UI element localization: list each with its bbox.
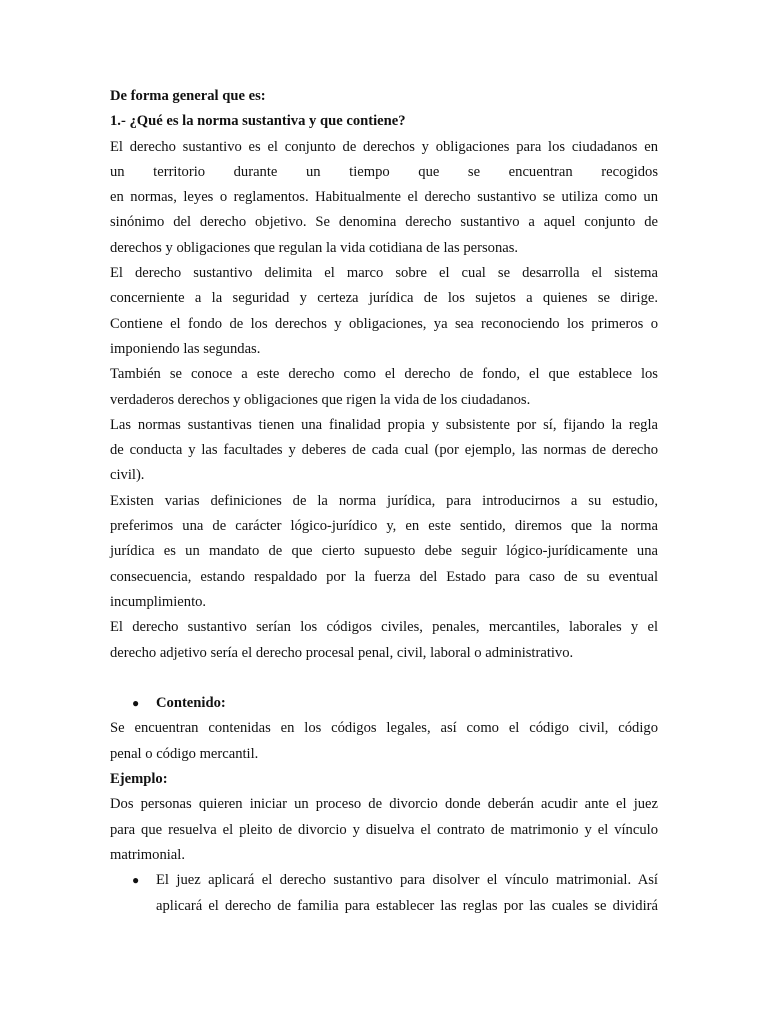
paragraph-line: imponiendo las segundas. xyxy=(110,340,261,357)
bullet-text: El juez aplicará el derecho sustantivo para disolver el vínculo matrimonial. Así xyxy=(156,872,658,889)
paragraph-line: consecuencia, estando respaldado por la fuerza del Estado para caso de su eventual xyxy=(110,568,658,585)
paragraph-line: matrimonial. xyxy=(110,846,185,863)
heading-general: De forma general que es: xyxy=(110,88,266,104)
paragraph-line: incumplimiento. xyxy=(110,593,207,610)
ejemplo-bullet-item xyxy=(110,868,658,893)
paragraph-line: jurídica es un mandato de que cierto supuesto debe seguir lógico-jurídicamente una xyxy=(110,543,658,560)
paragraph-line: verdaderos derechos y obligaciones que rigen la vida de los ciudadanos. xyxy=(110,391,531,408)
paragraph-line: concerniente a la seguridad y certeza jurídica de los sujetos a quienes se dirige. xyxy=(110,290,658,307)
ejemplo-heading: Ejemplo: xyxy=(110,771,168,788)
paragraph-line: en normas, leyes o reglamentos. Habitualmente el derecho sustantivo se utiliza como un xyxy=(110,189,658,206)
bullet-continuation-line: aplicará el derecho de familia para establecer las reglas por las cuales se dividirá xyxy=(156,897,658,914)
paragraph-line: un territorio durante un tiempo que se encuentran recogidos xyxy=(110,163,658,180)
bullet-icon: ● xyxy=(132,873,140,888)
contenido-bullet-heading xyxy=(110,691,658,716)
bullet-icon: ● xyxy=(132,696,140,711)
paragraph-line: Se encuentran contenidas en los códigos legales, así como el código civil, código xyxy=(110,720,658,737)
paragraph-line: El derecho sustantivo delimita el marco sobre el cual se desarrolla el sistema xyxy=(110,265,658,282)
paragraph-line: preferimos una de carácter lógico-jurídico y, en este sentido, diremos que la norma xyxy=(110,518,658,535)
paragraph-line: penal o código mercantil. xyxy=(110,745,259,762)
paragraph-line: para que resuelva el pleito de divorcio y disuelva el contrato de matrimonio y el vínculo xyxy=(110,821,658,838)
question-heading: 1.- ¿Qué es la norma sustantiva y que contiene? xyxy=(110,113,406,130)
blank-line xyxy=(110,666,658,691)
paragraph-line: El derecho sustantivo serían los códigos civiles, penales, mercantiles, laborales y el xyxy=(110,619,658,636)
document-page xyxy=(110,84,658,919)
paragraph-line: Existen varias definiciones de la norma jurídica, para introducirnos a su estudio, xyxy=(110,492,658,509)
paragraph-line: Contiene el fondo de los derechos y obligaciones, ya sea reconociendo los primeros o xyxy=(110,315,658,332)
paragraph-line: Dos personas quieren iniciar un proceso de divorcio donde deberán acudir ante el juez xyxy=(110,796,658,813)
paragraph-line: derechos y obligaciones que regulan la vida cotidiana de las personas. xyxy=(110,239,519,256)
contenido-heading: Contenido: xyxy=(156,695,226,712)
paragraph-line: derecho adjetivo sería el derecho procesal penal, civil, laboral o administrativo. xyxy=(110,644,574,661)
paragraph-line: El derecho sustantivo es el conjunto de derechos y obligaciones para los ciudadanos en xyxy=(110,138,658,155)
paragraph-line: También se conoce a este derecho como el derecho de fondo, el que establece los xyxy=(110,366,658,383)
paragraph-line: sinónimo del derecho objetivo. Se denomina derecho sustantivo a aquel conjunto de xyxy=(110,214,658,231)
paragraph-line: Las normas sustantivas tienen una finalidad propia y subsistente por sí, fijando la regla xyxy=(110,416,658,433)
paragraph-line: de conducta y las facultades y deberes de cada cual (por ejemplo, las normas de derecho xyxy=(110,442,658,459)
paragraph-line: civil). xyxy=(110,467,145,484)
